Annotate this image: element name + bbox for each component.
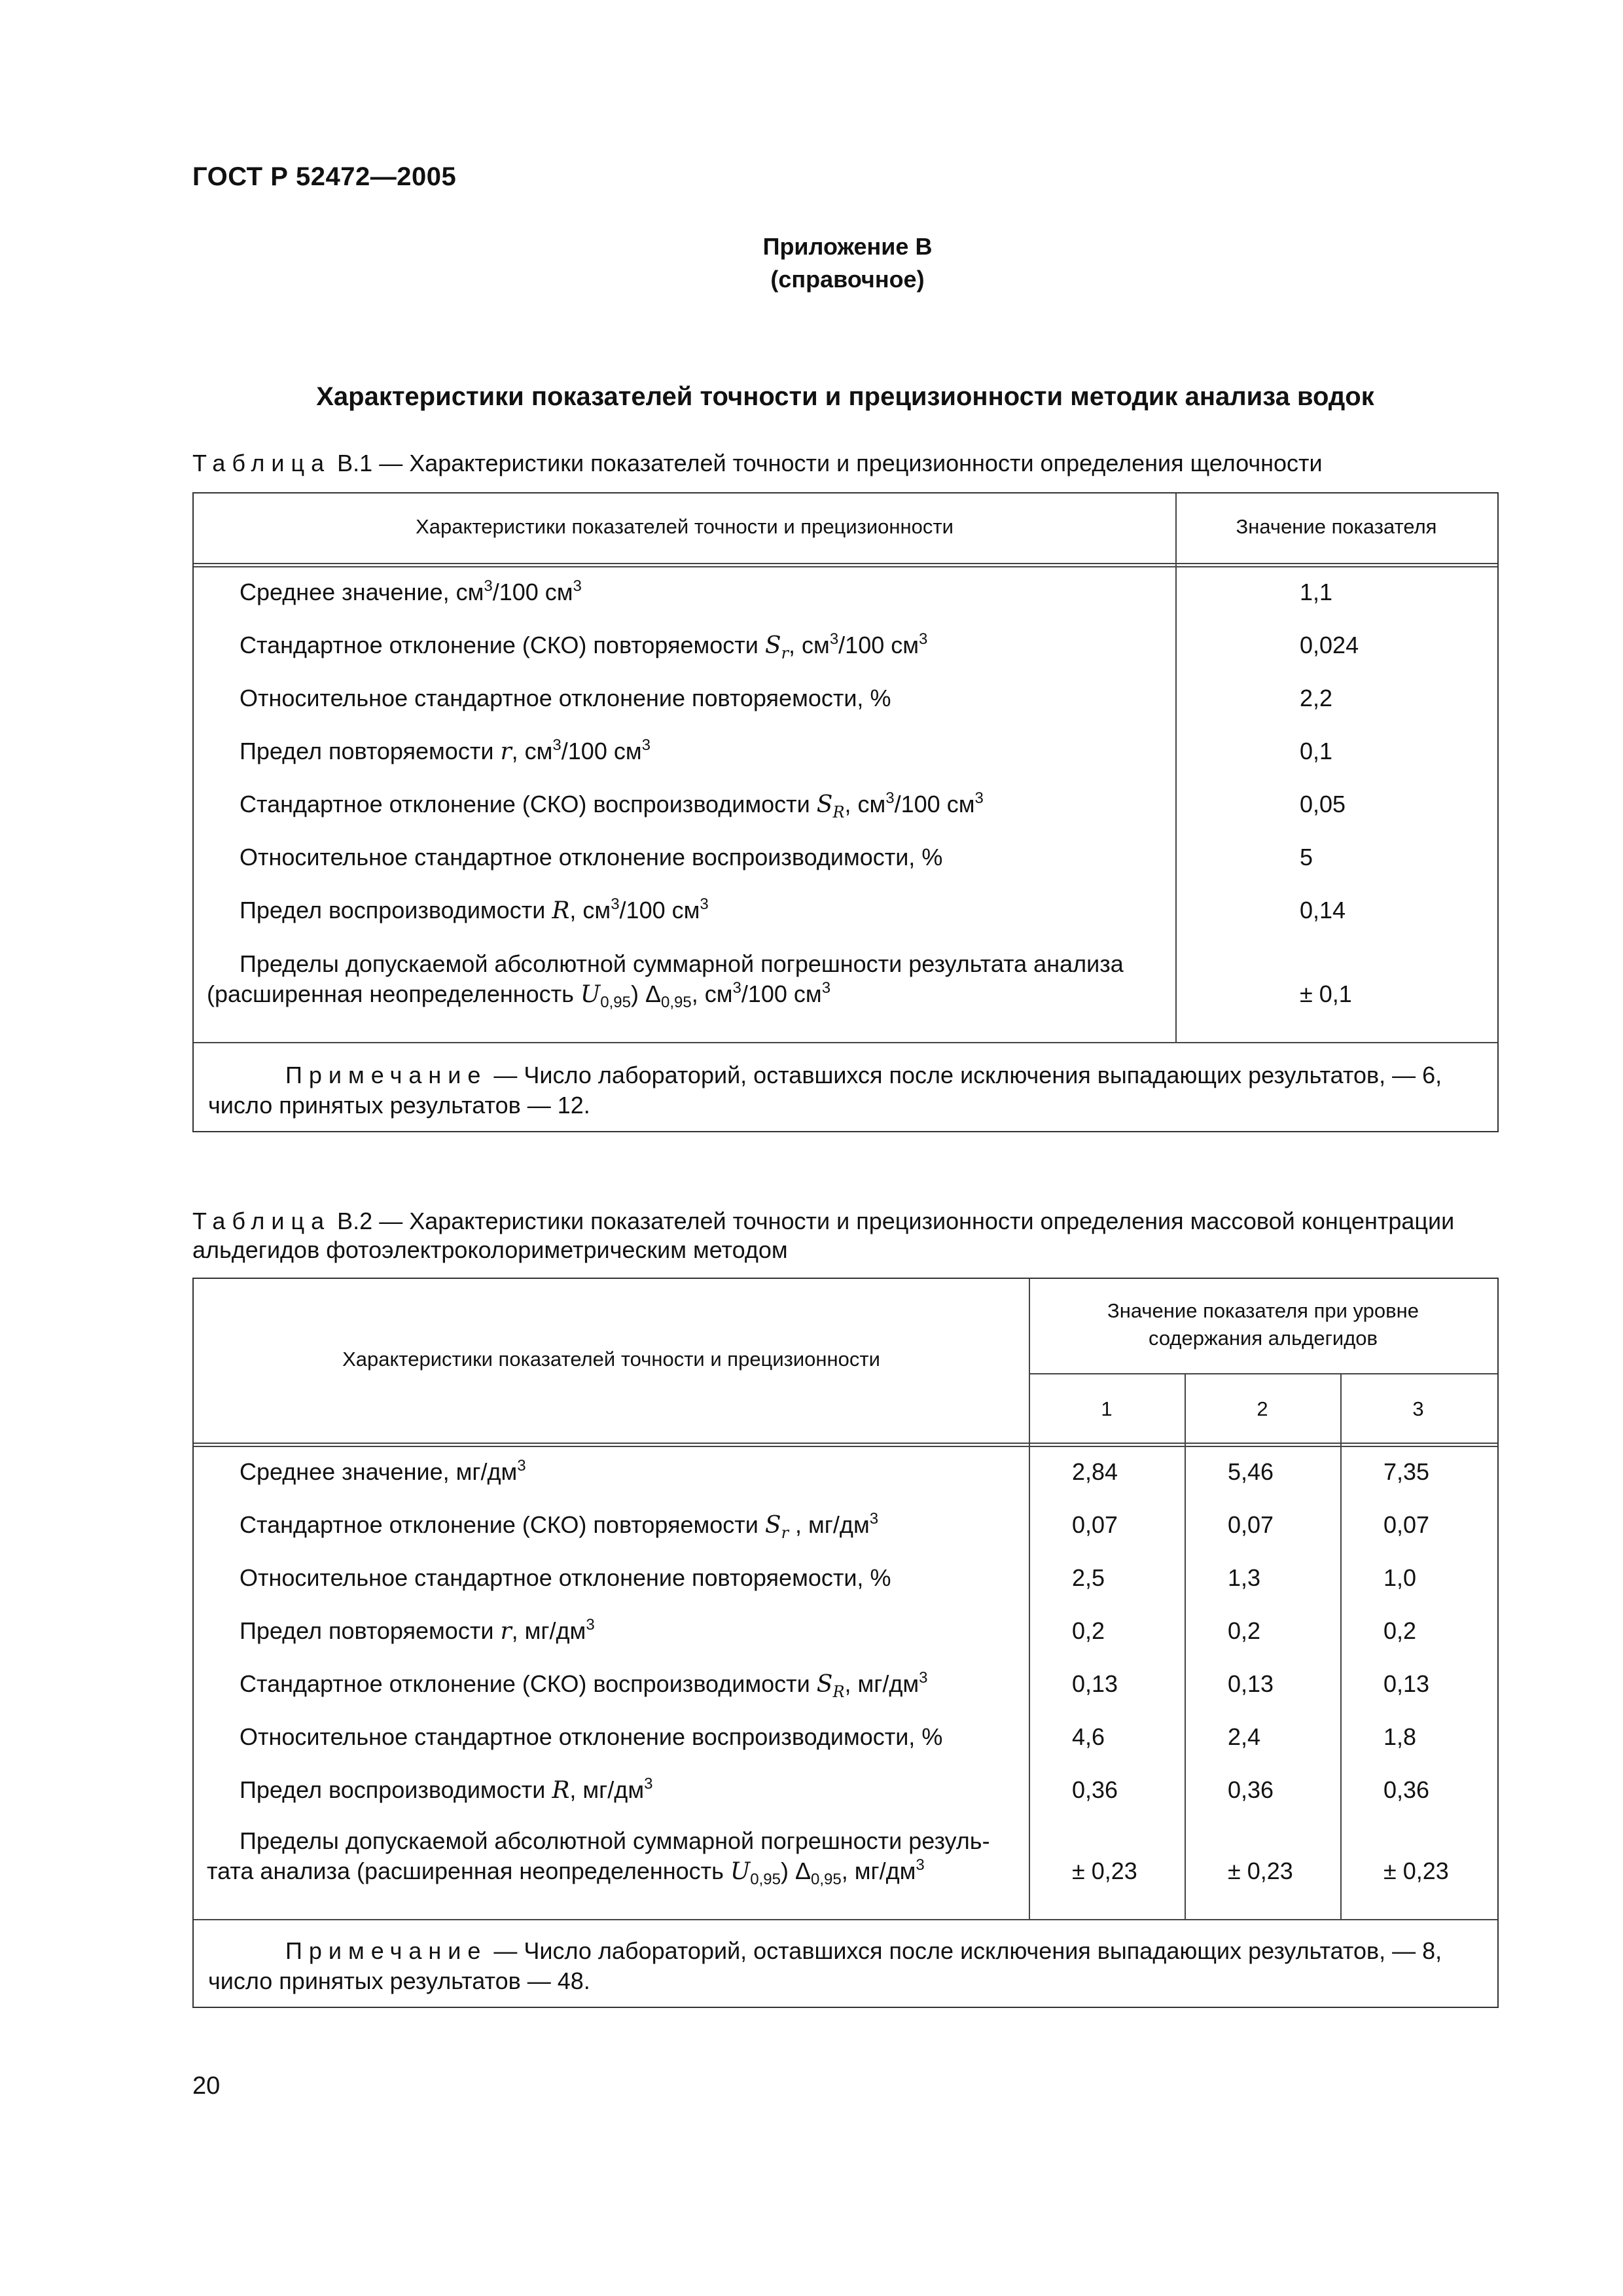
- row-value: 0,36: [1383, 1776, 1430, 1803]
- level-3-header: 3: [1412, 1397, 1424, 1420]
- row-label: Пределы допускаемой абсолютной суммарной погрешности резуль- тата анализа (расширенная неопределенность $U_{0,95}$) $\Delta_{0,95}$, $мг/дм^3$: [207, 1827, 990, 1888]
- row-value: 0,13: [1383, 1670, 1430, 1697]
- row-label: Стандартное отклонение (СКО) воспроизводимости $S_R$, $см^3/100$ $см^3$: [240, 789, 984, 821]
- row-value: 0,36: [1072, 1776, 1118, 1803]
- table2-header-value: Значение показателя при уровне содержания альдегидов: [1107, 1299, 1419, 1350]
- row-label: Предел воспроизводимости R, $мг/дм^3$: [240, 1775, 653, 1804]
- row-value: 0,1: [1300, 738, 1333, 764]
- page-heading: Характеристики показателей точности и прецизионности методик анализа водок: [316, 382, 1374, 411]
- page-number: 20: [192, 2072, 221, 2100]
- row-value: 2,84: [1072, 1458, 1118, 1485]
- row-value: 0,07: [1383, 1511, 1430, 1538]
- row-value: ± 0,23: [1228, 1857, 1293, 1884]
- table1-caption-prefix: Таблица: [192, 450, 331, 476]
- standard-number: ГОСТ Р 52472—2005: [192, 162, 457, 191]
- table2: [192, 1278, 1499, 2008]
- row-value: 1,1: [1300, 579, 1333, 605]
- level-1-header: 1: [1101, 1397, 1113, 1420]
- row-value: 0,14: [1300, 897, 1346, 924]
- table1-caption: [192, 449, 1508, 478]
- level-2-header: 2: [1257, 1397, 1268, 1420]
- note-prefix: Примечание: [285, 1937, 488, 1964]
- table2-caption-text: В.2 — Характеристики показателей точности и прецизионности определения массовой концентрации: [330, 1208, 1455, 1234]
- table2-caption-line2: альдегидов фотоэлектроколориметрическим методом: [192, 1236, 788, 1263]
- row-value: 2,5: [1072, 1564, 1105, 1591]
- table1-header-divider: [194, 563, 1497, 567]
- table2-header-divider: [194, 1443, 1497, 1447]
- row-value: 7,35: [1383, 1458, 1430, 1485]
- row-label: Относительное стандартное отклонение воспроизводимости, %: [240, 844, 943, 870]
- row-value: 0,07: [1228, 1511, 1274, 1538]
- row-value: 1,8: [1383, 1723, 1417, 1750]
- row-label: Стандартное отклонение (СКО) воспроизводимости $S_R$, $мг/дм^3$: [240, 1669, 928, 1701]
- row-value: ± 0,1: [1300, 980, 1352, 1007]
- row-value: 1,3: [1228, 1564, 1261, 1591]
- row-label: Относительное стандартное отклонение повторяемости, %: [240, 685, 891, 711]
- row-label: Предел повторяемости r, $см^3/100$ $см^3$: [240, 736, 651, 765]
- row-value: 4,6: [1072, 1723, 1105, 1750]
- table1-note: Примечание — Число лабораторий, оставшихся после исключения выпадающих результатов, — 6, число принятых результатов — 12.: [208, 1062, 1442, 1119]
- row-label: Пределы допускаемой абсолютной суммарной погрешности результата анализа (расширенная неопределенность $U_{0,95}$) $\Delta_{0,95}$, $см^3/100$ $см^3$: [207, 950, 1124, 1011]
- table1-header-characteristic: Характеристики показателей точности и прецизионности: [416, 515, 954, 538]
- row-label: Среднее значение, $мг/дм^3$: [240, 1457, 526, 1485]
- row-value: 5,46: [1228, 1458, 1274, 1485]
- table1-header-value: Значение показателя: [1236, 515, 1437, 538]
- row-label: Стандартное отклонение (СКО) повторяемости $S_r$ , $мг/дм^3$: [240, 1510, 879, 1542]
- table2-caption-prefix: Таблица: [192, 1208, 331, 1234]
- row-value: 2,4: [1228, 1723, 1261, 1750]
- row-value: 0,2: [1072, 1617, 1105, 1644]
- row-value: 0,024: [1300, 632, 1359, 658]
- table1-caption-text: В.1 — Характеристики показателей точности и прецизионности определения щелочности: [330, 450, 1323, 476]
- row-value: 0,07: [1072, 1511, 1118, 1538]
- table2-column-divider: [1340, 1373, 1342, 1919]
- table1: [192, 492, 1499, 1132]
- row-value: 0,13: [1228, 1670, 1274, 1697]
- row-value: 0,2: [1228, 1617, 1261, 1644]
- note-prefix: Примечание: [285, 1062, 488, 1088]
- row-label: Предел воспроизводимости R, $см^3/100$ $см^3$: [240, 895, 709, 924]
- row-value: 0,36: [1228, 1776, 1274, 1803]
- row-value: 2,2: [1300, 685, 1333, 711]
- table1-note-divider: [194, 1042, 1497, 1043]
- row-value: 0,2: [1383, 1617, 1417, 1644]
- row-value: 0,13: [1072, 1670, 1118, 1697]
- row-label: Стандартное отклонение (СКО) повторяемости $S_r$, $см^3/100$ $см^3$: [240, 630, 928, 662]
- table2-column-divider: [1185, 1373, 1186, 1919]
- table2-note-divider: [194, 1919, 1497, 1920]
- row-label: Предел повторяемости r, $мг/дм^3$: [240, 1616, 595, 1645]
- row-label: Относительное стандартное отклонение воспроизводимости, %: [240, 1723, 943, 1750]
- table2-caption: [192, 1207, 1508, 1265]
- appendix-title: Приложение В: [762, 233, 933, 260]
- row-value: 1,0: [1383, 1564, 1417, 1591]
- row-label: Среднее значение, $см^3/100$ $см^3$: [240, 577, 582, 605]
- table2-header-characteristic: Характеристики показателей точности и прецизионности: [342, 1348, 880, 1371]
- row-value: ± 0,23: [1383, 1857, 1449, 1884]
- appendix-type: (справочное): [770, 266, 925, 293]
- row-value: 5: [1300, 844, 1313, 870]
- row-value: 0,05: [1300, 791, 1346, 817]
- row-value: ± 0,23: [1072, 1857, 1137, 1884]
- row-label: Относительное стандартное отклонение повторяемости, %: [240, 1564, 891, 1591]
- appendix-label: [654, 230, 1041, 296]
- table2-note: Примечание — Число лабораторий, оставшихся после исключения выпадающих результатов, — 8, число принятых результатов — 48.: [208, 1937, 1442, 1994]
- table2-column-divider: [1029, 1279, 1030, 1919]
- table2-header-subdivider: [1029, 1373, 1497, 1374]
